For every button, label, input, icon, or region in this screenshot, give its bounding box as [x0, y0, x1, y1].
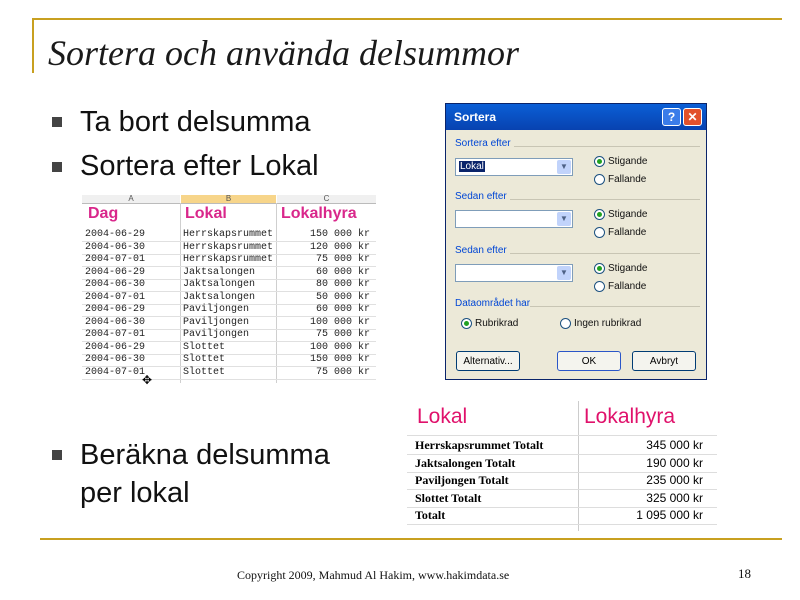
table-row[interactable] [82, 242, 376, 255]
header-row-radio[interactable] [461, 318, 518, 329]
table-row[interactable] [82, 304, 376, 317]
radio-label: Ingen rubrikrad [574, 318, 642, 330]
subtotal-value[interactable]: 345 000 kr [646, 438, 703, 452]
radio-selected-icon [461, 318, 472, 329]
radio-label: Stigande [608, 209, 648, 221]
group-divider [510, 199, 700, 200]
table-cell[interactable]: Paviljongen [183, 316, 250, 328]
table-row[interactable] [82, 229, 376, 242]
bullet-text-2: Sortera efter Lokal [80, 150, 319, 182]
radio-selected-icon [594, 209, 605, 220]
title-frame-left [32, 18, 34, 73]
sort-by-value: Lokal [460, 161, 484, 172]
sort1-ascending-radio[interactable] [594, 156, 647, 167]
grid-line [407, 435, 717, 436]
help-button[interactable]: ? [662, 108, 681, 126]
table-cell[interactable]: Herrskapsrummet [183, 229, 274, 240]
then-by-combo-2[interactable] [455, 264, 573, 282]
slide-title: Sortera och använda delsummor [48, 33, 519, 73]
table-row[interactable] [82, 317, 376, 330]
table-cell[interactable]: 2004-06-29 [85, 304, 146, 315]
subtotal-value[interactable]: 235 000 kr [646, 473, 703, 487]
options-button[interactable]: Alternativ... [456, 351, 520, 371]
table-cell[interactable]: Paviljongen [183, 329, 250, 340]
column-header-b[interactable]: B [181, 195, 276, 204]
sort2-ascending-radio[interactable] [594, 209, 647, 220]
chevron-down-icon[interactable]: ▼ [557, 266, 571, 280]
radio-empty-icon [560, 318, 571, 329]
chevron-down-icon[interactable]: ▼ [557, 212, 571, 226]
radio-label: Rubrikrad [475, 318, 519, 330]
table-row[interactable] [407, 472, 717, 489]
bullet-text-1: Ta bort delsumma [80, 106, 311, 138]
summary-header-lokal[interactable]: Lokal [417, 405, 468, 428]
sort-dialog [445, 103, 707, 380]
column-header-a[interactable]: A [82, 195, 180, 204]
table-cell[interactable]: 60 000 kr [315, 266, 370, 278]
sort-by-combo[interactable] [455, 158, 573, 176]
cancel-button[interactable]: Avbryt [632, 351, 696, 371]
table-cell[interactable]: Slottet [183, 354, 226, 365]
group-divider [530, 306, 700, 307]
radio-label: Stigande [608, 263, 648, 275]
table-cell[interactable]: 100 000 kr [309, 341, 370, 353]
then-by-label-1: Sedan efter [455, 191, 507, 202]
grid-line [82, 379, 376, 380]
table-cell[interactable]: 2004-06-29 [85, 341, 146, 353]
table-row[interactable] [82, 367, 376, 380]
table-cell[interactable]: 2004-07-01 [85, 329, 146, 340]
header-lokal[interactable]: Lokal [185, 205, 227, 222]
radio-label: Fallande [608, 281, 647, 293]
sort2-descending-radio[interactable] [594, 227, 646, 238]
group-divider [514, 146, 700, 147]
header-lokalhyra[interactable]: Lokalhyra [281, 205, 357, 222]
table-row[interactable] [82, 279, 376, 292]
bullet-text-3: Beräkna delsumma [80, 439, 330, 471]
table-cell[interactable]: 50 000 kr [315, 291, 370, 303]
table-cell[interactable]: 2004-07-01 [85, 254, 146, 265]
table-cell[interactable]: 2004-06-30 [85, 241, 146, 253]
table-cell[interactable]: Slottet [183, 341, 226, 353]
copyright-text: Copyright 2009, Mahmud Al Hakim, www.hakimdata.se [237, 568, 510, 582]
table-cell[interactable]: 150 000 kr [309, 354, 370, 365]
sort-by-label: Sortera efter [455, 138, 511, 149]
dialog-title: Sortera [454, 110, 497, 124]
group-divider [510, 253, 700, 254]
radio-label: Fallande [608, 174, 647, 186]
subtotal-label[interactable]: Slottet Totalt [415, 490, 482, 505]
table-row[interactable] [82, 329, 376, 342]
table-cell[interactable]: 80 000 kr [315, 279, 370, 290]
table-row[interactable] [407, 490, 717, 507]
close-button[interactable]: ✕ [683, 108, 702, 126]
radio-empty-icon [594, 281, 605, 292]
footer-rule [40, 538, 782, 540]
radio-empty-icon [594, 174, 605, 185]
cursor-icon: ✥ [142, 373, 153, 387]
bullet-square-icon [52, 162, 62, 172]
title-frame-top [32, 18, 782, 20]
sort3-descending-radio[interactable] [594, 281, 646, 292]
table-row[interactable] [82, 267, 376, 280]
sort1-descending-radio[interactable] [594, 174, 646, 185]
table-cell[interactable]: 2004-06-29 [85, 229, 146, 240]
table-row[interactable] [407, 507, 717, 524]
bullet-square-icon [52, 117, 62, 127]
subtotal-value[interactable]: 325 000 kr [646, 490, 703, 505]
table-cell[interactable]: 2004-07-01 [85, 366, 146, 378]
table-row[interactable] [82, 292, 376, 305]
table-cell[interactable]: Jaktsalongen [183, 266, 256, 278]
then-by-label-2: Sedan efter [455, 245, 507, 256]
table-cell[interactable]: 2004-07-01 [85, 291, 146, 303]
header-dag[interactable]: Dag [88, 205, 119, 222]
table-cell[interactable]: 75 000 kr [315, 254, 370, 265]
subtotal-label[interactable]: Herrskapsrummet Totalt [415, 438, 544, 452]
table-cell[interactable]: 2004-06-30 [85, 279, 146, 290]
subtotal-label[interactable]: Jaktsalongen Totalt [415, 455, 516, 470]
subtotal-label[interactable]: Paviljongen Totalt [415, 473, 509, 487]
subtotal-label[interactable]: Totalt [415, 508, 446, 522]
column-header-c[interactable]: C [277, 195, 376, 204]
table-row[interactable] [82, 354, 376, 367]
subtotal-value[interactable]: 190 000 kr [646, 455, 703, 470]
table-cell[interactable]: Jaktsalongen [183, 279, 256, 290]
table-cell[interactable]: Paviljongen [183, 304, 250, 315]
table-cell[interactable]: 75 000 kr [315, 329, 370, 340]
table-cell[interactable]: Slottet [183, 366, 226, 378]
table-row[interactable] [407, 455, 717, 472]
grid-line [407, 524, 717, 525]
no-header-row-radio[interactable] [560, 318, 641, 329]
radio-selected-icon [594, 156, 605, 167]
summary-header-lokalhyra[interactable]: Lokalhyra [584, 405, 676, 428]
table-cell[interactable]: Herrskapsrummet [183, 254, 274, 265]
table-cell[interactable]: Herrskapsrummet [183, 241, 274, 253]
chevron-down-icon[interactable]: ▼ [557, 160, 571, 174]
data-range-label: Dataområdet har [455, 298, 531, 309]
radio-label: Stigande [608, 156, 648, 168]
subtotal-table [407, 401, 717, 531]
table-cell[interactable]: 150 000 kr [309, 229, 370, 240]
subtotal-value[interactable]: 1 095 000 kr [636, 508, 703, 522]
table-row[interactable] [407, 437, 717, 454]
radio-label: Fallande [608, 227, 647, 239]
table-row[interactable] [82, 254, 376, 267]
radio-empty-icon [594, 227, 605, 238]
table-cell[interactable]: 60 000 kr [315, 304, 370, 315]
page-number: 18 [738, 566, 751, 581]
table-cell[interactable]: Jaktsalongen [183, 291, 256, 303]
then-by-combo-1[interactable] [455, 210, 573, 228]
table-cell[interactable]: 2004-06-30 [85, 316, 146, 328]
table-cell[interactable]: 100 000 kr [309, 316, 370, 328]
radio-selected-icon [594, 263, 605, 274]
bullet-text-3-cont: per lokal [80, 477, 190, 509]
dialog-titlebar[interactable] [446, 104, 706, 130]
spreadsheet-data [82, 195, 376, 383]
table-cell[interactable]: 2004-06-30 [85, 354, 146, 365]
table-cell[interactable]: 120 000 kr [309, 241, 370, 253]
bullet-square-icon [52, 450, 62, 460]
ok-button[interactable]: OK [557, 351, 621, 371]
table-cell[interactable]: 75 000 kr [315, 366, 370, 378]
sort3-ascending-radio[interactable] [594, 263, 647, 274]
table-row[interactable] [82, 342, 376, 355]
table-cell[interactable]: 2004-06-29 [85, 266, 146, 278]
